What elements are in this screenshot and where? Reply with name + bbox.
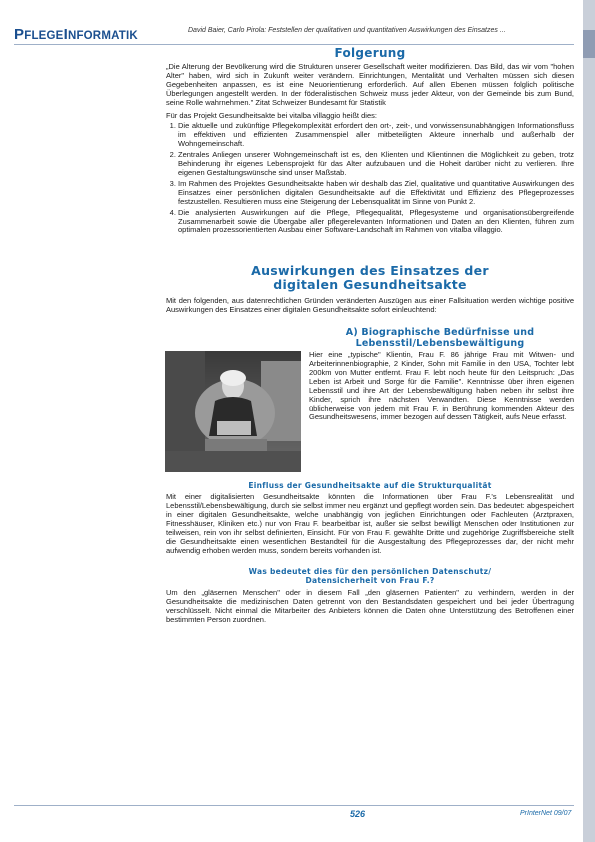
brand-flege: FLEGE: [24, 30, 64, 42]
folgerung-list: [166, 122, 574, 235]
auswirkungen-heading-line2: digitalen Gesundheitsakte: [273, 277, 467, 293]
datenschutz-heading-line2: Datensicherheit von Frau F.?: [305, 576, 435, 586]
brand-nformatik: NFORMATIK: [67, 30, 138, 42]
datenschutz-text: Um den „gläsernen Menschen" oder in diesem Fall „den gläsernen Patienten" zu verhindern, werden in der Gesundheitsakte die medizinischen Daten getrennt von den Bestandsdaten gespeichert und bei jeder Übertragung verschlüsselt. Nicht einmal die Mitarbeiter des Anbieters können die Daten ohne Unterstützung des Betroffenen einer bestimmten Person zuordnen.: [166, 588, 574, 625]
auswirkungen-heading-line1: Auswirkungen des Einsatzes der: [251, 263, 489, 279]
running-header: David Baier, Carlo Pirola: Feststellen der qualitativen und quantitativen Auswirkungen des Einsatzes ...: [188, 27, 506, 34]
list-item: 2. Zentrales Anliegen unserer Wohngemeinschaft ist es, den Klienten und Klientinnen die Möglichkeit zu geben, trotz Behinderung ihr eigenes Lebensprojekt für das Alter aufzubauen und die Hoheit darüber nicht zu verlieren. Ihre eigenen Gestaltungswünsche sind unser Maßstab.: [178, 151, 574, 178]
section-a-heading: [166, 327, 574, 349]
section-a-heading-line2: Lebensstil/Lebensbewältigung: [355, 338, 525, 350]
elderly-woman-photo: [165, 351, 301, 472]
folgerung-intro: Für das Projekt Gesundheitsakte bei vitalba villaggio heißt dies:: [166, 110, 377, 120]
header-divider: [14, 44, 574, 45]
list-item: 4. Die analysierten Auswirkungen auf die Pflege, Pflegequalität, Pflegesysteme und organisationsübergreifende Zusammenarbeit sowie die Übergabe aller pflegerelevanten Informationen und Daten an den Klienten, führen zum optimalen prozessorientierten Ausbau einer Software-Landschaft im Rahmen von vitalba villaggio.: [178, 209, 574, 236]
photo-row: [166, 351, 574, 475]
brand-initial-p: P: [14, 26, 25, 43]
list-item: 3. Im Rahmen des Projektes Gesundheitsakte haben wir deshalb das Ziel, qualitative und quantitative Auswirkungen des Einsatzes einer persönlichen digitalen Gesundheitsakte auf die Effektivität und Effizienz des Pflegeprozesses festzustellen. Resultieren muss eine Steigerung der Lebensqualität im Sinne von Punkt 2.: [178, 180, 574, 207]
datenschutz-heading-line1: Was bedeutet dies für den persönlichen Datenschutz/: [248, 567, 492, 577]
issue-label: PrInterNet 09/07: [520, 810, 572, 817]
list-item: 1. Die aktuelle und zukünftige Pflegekomplexität erfordert den ort-, zeit-, und vorwissensunabhängigen Informationsfluss im effektiven und effizienten Zusammenspiel aller mitbeteiligten Akteure innerhalb und außerhalb der Wohngemeinschaft.: [178, 122, 574, 149]
auswirkungen-intro: Mit den folgenden, aus datenrechtlichen Gründen veränderten Auszügen aus einer Fallsituation werden wichtige positive Auswirkungen des Einsatzes einer digitalen Gesundheitsakte sofort einleuchtend:: [166, 296, 574, 315]
section-a-text-block: [309, 351, 574, 422]
section-a-heading-line1: A) Biographische Bedürfnisse und: [345, 327, 535, 339]
photo-illustration-icon: [165, 351, 301, 472]
einfluss-heading: Einfluss der Gesundheitsakte auf die Strukturqualität: [248, 481, 492, 491]
auswirkungen-heading: [166, 264, 574, 292]
right-sidebar-bar: [583, 0, 595, 842]
footer-divider: [14, 805, 574, 806]
section-a-text: Hier eine „typische" Klientin, Frau F. 86 jährige Frau mit Witwen- und Arbeiterinnenbiographie, 2 Kinder, Sohn mit Familie in den USA, Tochter lebt 200km von Mutter entfernt. Frau F. lebt noch heute für den Leitspruch: „Das Leben ist Arbeit und Sorge für die Familie". Kenntnisse über ihren eigenen Lebensstil und ihre Art der Lebensbewältigung haben neben ihr selbst ihre Kinder, sprich ihre nächsten Verwandten. Diese Kenntnisse werden üblicherweise von jedem mit Frau F. in Berührung kommenden Akteur des Gesundheitswesens, immer bezogen auf dessen Tätigkeit, aufs Neue erfasst.: [309, 350, 574, 422]
journal-brand: [14, 26, 138, 43]
folgerung-heading: Folgerung: [334, 46, 406, 60]
page-number: 526: [350, 809, 366, 819]
brand-initial-i: I: [63, 26, 68, 43]
sidebar-tab: [583, 30, 595, 58]
folgerung-quote: „Die Alterung der Bevölkerung wird die Strukturen unserer Gesellschaft weiter modifizieren. Das Bild, das wir vom "hohen Alter" haben, wird sich in Zukunft weiter verändern. Einrichtungen, Mentalität und Verhalten müssen sich diesen Gegebenheiten anpassen, es ist eine Neuorientierung erforderlich. Auf allen Ebenen müssen folglich politische Überlegungen angestellt werden. In der föderalistischen Schweiz muss jeder Akteur, von der Gemeinde bis zum Bund, seine Rolle wahrnehmen." Zitat Schweizer Bundesamt für Statistik: [166, 62, 574, 107]
datenschutz-heading: [166, 567, 574, 585]
einfluss-text: Mit einer digitalisierten Gesundheitsakte könnten die Informationen über Frau F.'s Lebensrealität und Lebensstil/Lebensbewältigung, durch sie selbst immer neu ergänzt und gepflegt worden sein. Das bedeutet: abgespeichert in einer digitalen Gesundheitsakte, welche unabhängig von jeglichen Einrichtungen oder Fachleuten (Arztpraxen, Fitnesshäuser, Kliniken etc.) nur von Frau F. bearbeitbar ist, außer sie selbst bewilligt Menschen oder Institutionen zur teilweisen, rein von ihr selbst definierten, Einsicht. Für von Frau F. gewählte Dritte und zugehörige Zugriffsbereiche stellt die Gesundheitsakte einen wesentlichen Bestandteil für die Ausgestaltung des Pflegeprozesses dar, der nicht mehr aufwendig erhoben werden muss, sondern bereits vorhanden ist.: [166, 492, 574, 555]
main-column: [166, 46, 574, 625]
